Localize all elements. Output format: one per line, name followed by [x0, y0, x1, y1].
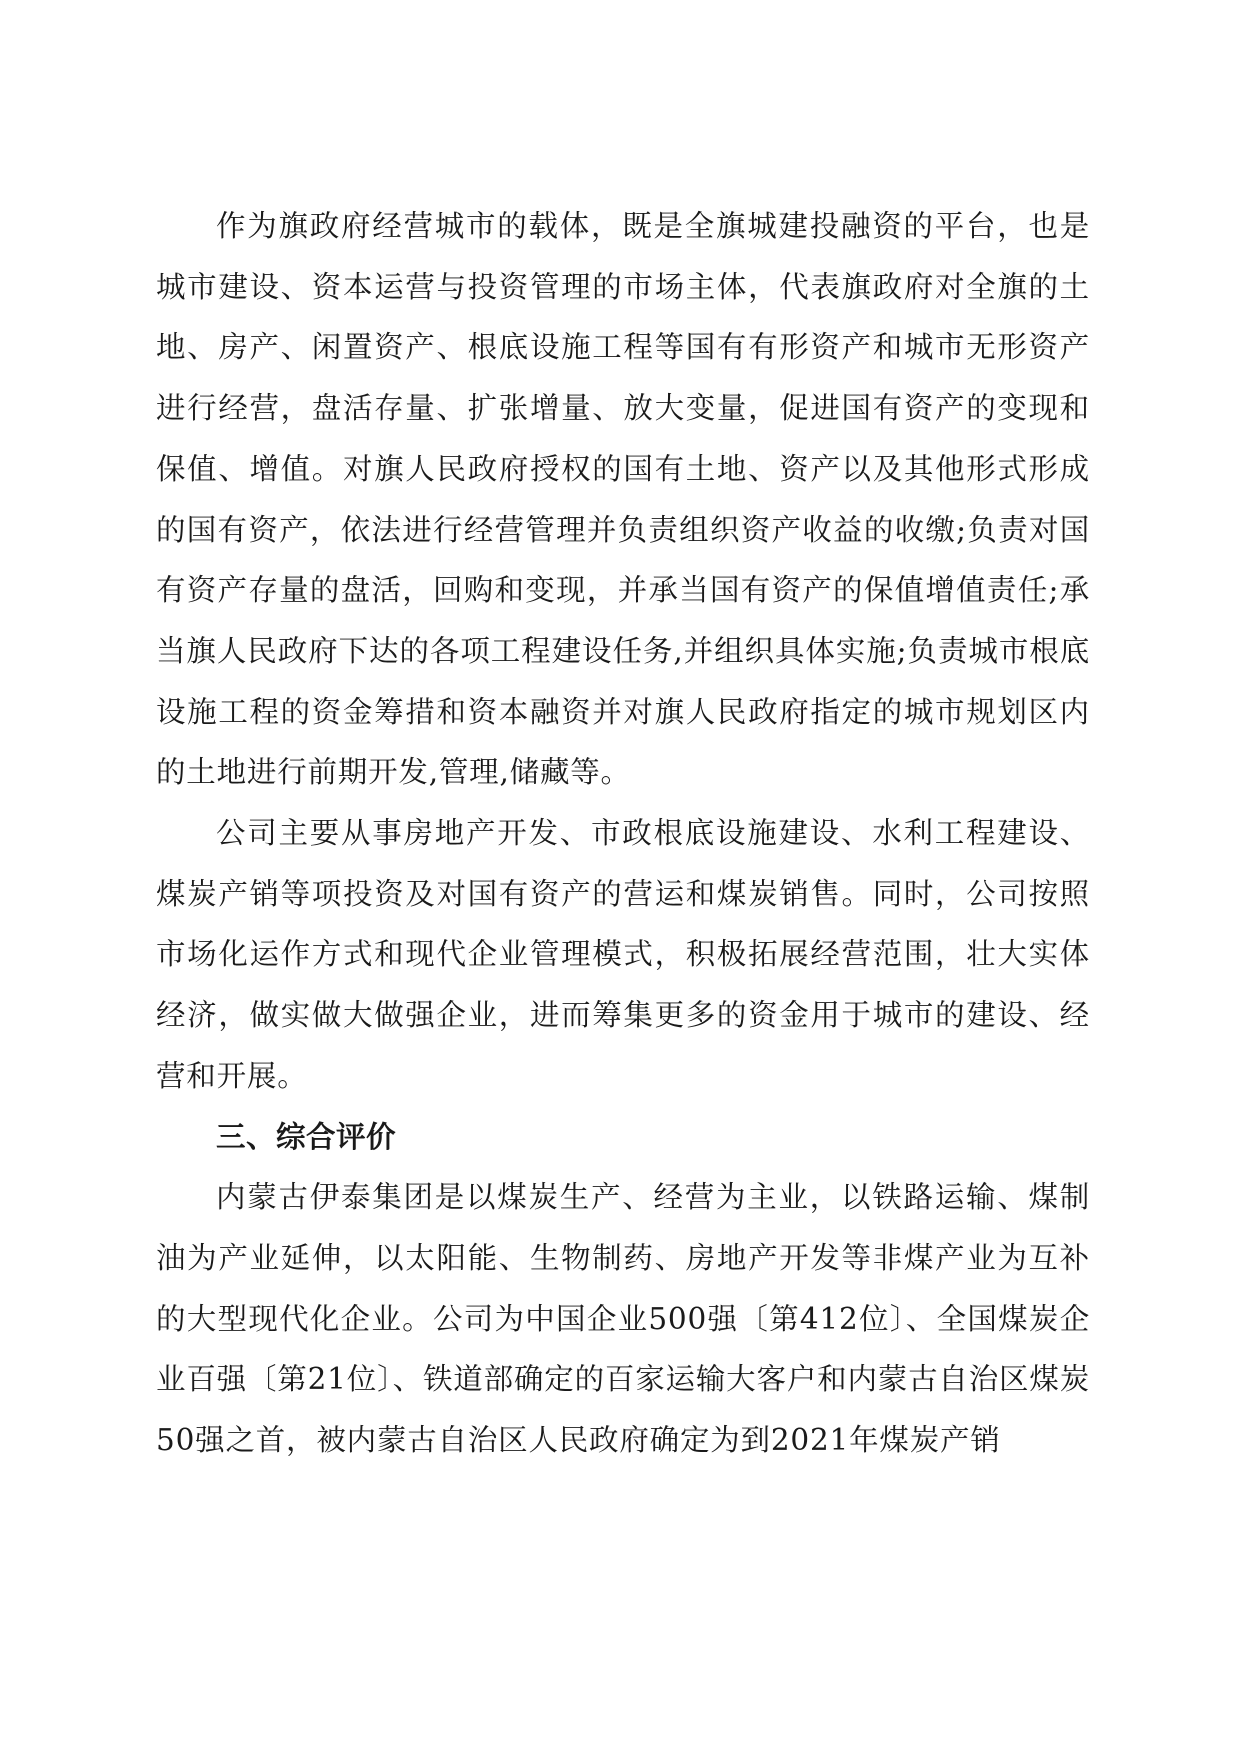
- paragraph-business-scope: 公司主要从事房地产开发、市政根底设施建设、水利工程建设、煤炭产销等项投资及对国有资产的营运和煤炭销售。同时，公司按照市场化运作方式和现代企业管理模式，积极拓展经营范围，壮大实体经济，做实做大做强企业，进而筹集更多的资金用于城市的建设、经营和开展。: [156, 816, 1090, 1093]
- paragraph-evaluation: 内蒙古伊泰集团是以煤炭生产、经营为主业，以铁路运输、煤制油为产业延伸，以太阳能、生物制药、房地产开发等非煤产业为互补的大型现代化企业。公司为中国企业500强〔第412位〕、全国煤炭企业百强〔第21位〕、铁道部确定的百家运输大客户和内蒙古自治区煤炭50强之首，被内蒙古自治区人民政府确定为到2021年煤炭产销: [156, 1180, 1090, 1458]
- document-page: [156, 196, 1090, 1471]
- section-heading: 三、综合评价: [216, 1119, 397, 1154]
- paragraph-company-role: 作为旗政府经营城市的载体，既是全旗城建投融资的平台，也是城市建设、资本运营与投资管理的市场主体，代表旗政府对全旗的土地、房产、闲置资产、根底设施工程等国有有形资产和城市无形资产进行经营，盘活存量、扩张增量、放大变量，促进国有资产的变现和保值、增值。对旗人民政府授权的国有土地、资产以及其他形式形成的国有资产，依法进行经营管理并负责组织资产收益的收缴;负责对国有资产存量的盘活，回购和变现，并承当国有资产的保值增值责任;承当旗人民政府下达的各项工程建设任务,并组织具体实施;负责城市根底设施工程的资金筹措和资本融资并对旗人民政府指定的城市规划区内的土地进行前期开发,管理,储藏等。: [156, 209, 1090, 790]
